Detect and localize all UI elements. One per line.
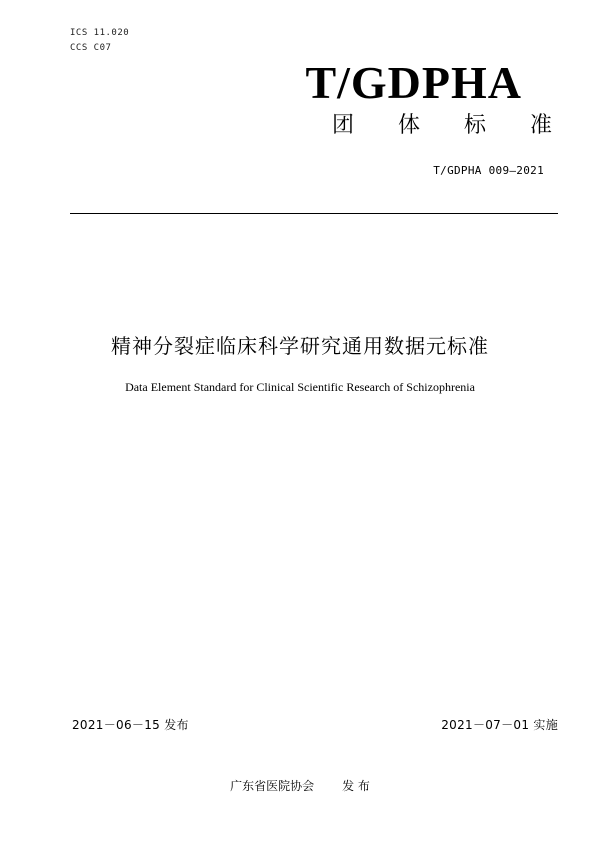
category-char: 体: [397, 113, 420, 138]
ccs-code: CCS C07: [70, 43, 112, 53]
publisher-org: 广东省医院协会: [230, 779, 315, 793]
category-char: 准: [529, 113, 552, 138]
header-divider: [70, 213, 558, 214]
ics-code: ICS 11.020: [70, 28, 130, 38]
publisher-action: 发 布: [342, 779, 370, 793]
publish-date: 2021－06－15 发布: [72, 718, 189, 732]
category-char: 团: [332, 113, 355, 138]
implement-date: 2021－07－01 实施: [441, 718, 558, 732]
title-chinese: 精神分裂症临床科学研究通用数据元标准: [111, 334, 489, 358]
standard-number: T/GDPHA 009—2021: [433, 164, 544, 177]
title-english: Data Element Standard for Clinical Scientific Research of Schizophrenia: [125, 380, 475, 394]
standard-category: [332, 115, 552, 137]
publisher-line: [0, 777, 600, 794]
standard-logo: T/GDPHA: [305, 57, 522, 108]
category-char: 标: [463, 113, 486, 138]
